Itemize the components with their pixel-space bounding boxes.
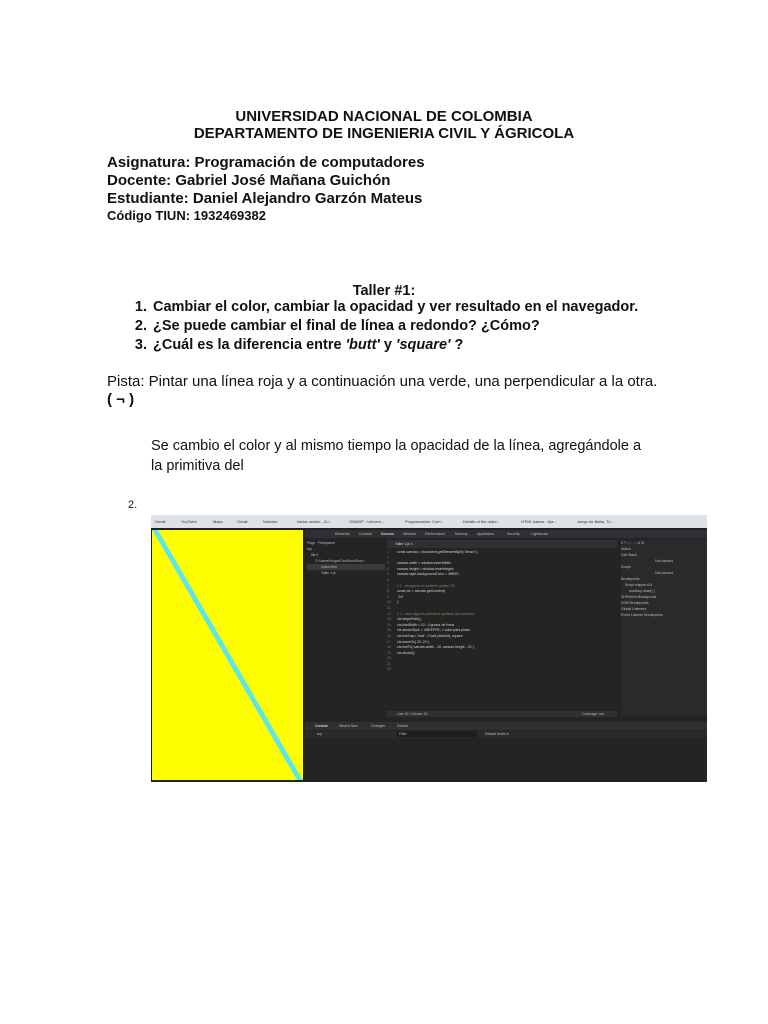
task-item: 1. Cambiar el color, cambiar la opacidad y ver resultado en el navegador. bbox=[151, 298, 751, 317]
cursor-position: Line 15, Column 15 bbox=[397, 712, 428, 716]
subject-label: Asignatura: bbox=[107, 154, 191, 171]
browser-screenshot bbox=[151, 515, 707, 782]
butt-term: 'butt' bbox=[345, 337, 380, 353]
devtools-panel bbox=[305, 530, 707, 782]
bookmark-item[interactable]: Noticias bbox=[263, 519, 278, 524]
student-label: Estudiante: bbox=[107, 190, 189, 207]
console-toolbar bbox=[305, 731, 707, 738]
bookmark-item[interactable]: HTML basics - Apr... bbox=[521, 519, 557, 524]
bookmark-item[interactable]: YouTube bbox=[181, 519, 197, 524]
panel-section[interactable]: Event Listener Breakpoints bbox=[621, 613, 663, 617]
task3-end: ? bbox=[450, 337, 464, 353]
task-item bbox=[151, 336, 751, 355]
console-filter-input[interactable]: Filter bbox=[397, 731, 477, 737]
bookmark-item[interactable]: Gmail bbox=[155, 519, 166, 524]
console-levels-select[interactable]: Default levels ▾ bbox=[485, 732, 509, 736]
hint-line-2: ( ¬ ) bbox=[107, 391, 135, 408]
devtools-tab[interactable]: Console bbox=[359, 532, 372, 536]
department-title: DEPARTAMENTO DE INGENIERIA CIVIL Y ÁGRICOLA bbox=[193, 125, 575, 142]
devtools-tab[interactable]: Elements bbox=[335, 532, 350, 536]
code-line: 21 bbox=[387, 661, 391, 666]
bookmark-item[interactable]: Juego de Batta, Tu... bbox=[577, 519, 614, 524]
panel-section[interactable]: XHR/fetch Breakpoints bbox=[621, 595, 657, 599]
debugger-sidebar bbox=[621, 540, 707, 716]
code-line: 6 bbox=[387, 577, 389, 582]
console-tab[interactable]: Changes bbox=[371, 724, 386, 728]
devtools-tab[interactable]: Memory bbox=[455, 532, 468, 536]
panel-section[interactable]: Watch bbox=[621, 547, 631, 551]
task3-text: ¿Cuál es la diferencia entre bbox=[153, 337, 346, 353]
breakpoint-code: ancillary draw() { bbox=[629, 589, 655, 593]
student-value: Daniel Alejandro Garzón Mateus bbox=[192, 190, 423, 207]
devtools-tab[interactable]: Performance bbox=[425, 532, 446, 536]
code-line: 13 ctx.beginPath(); bbox=[387, 617, 422, 622]
breakpoint-item[interactable]: Script snippet #11 bbox=[625, 583, 653, 587]
task-item: 2. ¿Se puede cambiar el final de línea a redondo? ¿Cómo? bbox=[151, 317, 751, 336]
code-line: 9 '2d' bbox=[387, 594, 404, 599]
subject-line bbox=[107, 154, 425, 171]
console-context[interactable]: top bbox=[317, 732, 322, 736]
subject-value: Programación de computadores bbox=[194, 154, 425, 171]
code-line: 7 // 1 - recuperar el contexto gráfico 2D bbox=[387, 583, 455, 588]
code-lines bbox=[387, 550, 617, 673]
debugger-toolbar: ‖ ↷ ↓ ↑ → ⊘ ⚙ bbox=[621, 541, 645, 545]
code-line: 8 const ctx = canvas.getContext( bbox=[387, 589, 445, 594]
bookmark-item[interactable]: Programación: Com... bbox=[405, 519, 444, 524]
code-line: 2 bbox=[387, 555, 389, 560]
answer-line-2: la primitiva del bbox=[151, 458, 244, 474]
code-line bbox=[107, 207, 266, 224]
editor-tab-strip bbox=[387, 540, 617, 548]
tree-item[interactable]: file:// bbox=[311, 553, 319, 557]
code-line: 17 ctx.moveTo( 20, 20 ); bbox=[387, 639, 430, 644]
panel-section[interactable]: Scope bbox=[621, 565, 631, 569]
teacher-value: Gabriel José Mañana Guichón bbox=[175, 172, 391, 189]
code-line: 15 ctx.strokeStyle = '#5EEFF8'; // color para pintar bbox=[387, 628, 471, 633]
teacher-line bbox=[107, 172, 390, 189]
code-editor[interactable] bbox=[387, 550, 617, 710]
hint-line-1: Pista: Pintar una línea roja y a continuación una verde, una perpendicular a la otra. bbox=[107, 373, 658, 390]
canvas-page bbox=[152, 530, 303, 780]
file-navigator bbox=[307, 540, 385, 710]
devtools-tab-bar bbox=[305, 530, 707, 538]
task-list bbox=[117, 298, 751, 355]
code-line: 3 canvas.width = window.innerWidth; bbox=[387, 561, 452, 566]
canvas-drawing bbox=[152, 530, 303, 780]
code-line: 5 canvas.style.backgroundColor = '#ffff00'; bbox=[387, 572, 460, 577]
answer-line-1: Se cambio el color y al mismo tiempo la opacidad de la línea, agregándole a bbox=[151, 438, 642, 454]
devtools-tab-active[interactable]: Sources bbox=[381, 532, 394, 536]
code-value: 1932469382 bbox=[193, 208, 266, 223]
student-line bbox=[107, 190, 422, 207]
panel-note: Not paused bbox=[655, 559, 673, 563]
devtools-tab[interactable]: Application bbox=[477, 532, 495, 536]
panel-section[interactable]: Global Listeners bbox=[621, 607, 647, 611]
task3-and: y bbox=[379, 337, 397, 353]
console-tab-active[interactable]: Console bbox=[315, 724, 328, 728]
console-tab[interactable]: Search bbox=[397, 724, 409, 728]
console-tab-bar bbox=[305, 722, 707, 730]
console-tab[interactable]: What's New bbox=[339, 724, 358, 728]
code-line: 1 const canvas = document.getElementById( 'lienzo' ); bbox=[387, 550, 479, 554]
bookmark-item[interactable]: Gmail bbox=[237, 519, 248, 524]
panel-section[interactable]: Breakpoints bbox=[621, 577, 640, 581]
editor-status-bar bbox=[387, 711, 617, 717]
taller-title: Taller #1: bbox=[352, 283, 416, 299]
bookmark-item[interactable]: OWASP - Univers... bbox=[349, 519, 385, 524]
code-line: 4 canvas.height = window.innerHeight; bbox=[387, 566, 454, 571]
panel-section[interactable]: DOM Breakpoints bbox=[621, 601, 649, 605]
code-line: 16 ctx.lineCap= 'butt' ; // butt (default), square bbox=[387, 633, 463, 638]
item-2-label: 2. bbox=[128, 499, 138, 511]
tree-item[interactable]: Taller 1.js bbox=[321, 571, 336, 575]
code-line: 18 ctx.lineTo( canvas.width - 20, canvas.height - 20 ); bbox=[387, 645, 475, 650]
tree-item[interactable]: top bbox=[307, 547, 312, 551]
devtools-tab[interactable]: Network bbox=[403, 532, 416, 536]
diagonal-line bbox=[154, 530, 301, 780]
university-title: UNIVERSIDAD NACIONAL DE COLOMBIA bbox=[235, 108, 533, 125]
code-line: 10 ); bbox=[387, 600, 400, 605]
bookmark-item[interactable]: Iniciar sesión - Zo... bbox=[297, 519, 332, 524]
code-line: 22 bbox=[387, 667, 391, 672]
panel-section[interactable]: Call Stack bbox=[621, 553, 637, 557]
coverage-label: Coverage: n/a bbox=[582, 712, 604, 716]
editor-tab[interactable]: Taller 1.js × bbox=[395, 542, 413, 546]
panel-note: Not paused bbox=[655, 571, 673, 575]
navigator-tabs: Page Filesystem bbox=[307, 541, 335, 545]
code-line: 20 bbox=[387, 656, 391, 661]
code-line: 12 // 2 - usar algunas primitivas gráficas del contexto bbox=[387, 611, 474, 616]
bookmark-item[interactable]: Maps bbox=[213, 519, 223, 524]
bookmark-item[interactable]: Details of the objec... bbox=[463, 519, 501, 524]
tree-item[interactable]: C:/Users/Hogar/OneDrive/Escri bbox=[315, 559, 364, 563]
browser-bookmarks-bar bbox=[151, 515, 707, 528]
devtools-tab[interactable]: Lighthouse bbox=[531, 532, 549, 536]
devtools-tab[interactable]: Security bbox=[507, 532, 520, 536]
tree-item[interactable]: index.html bbox=[307, 564, 385, 570]
code-line: 14 ctx.lineWidth = 10 ; // grosor de línea bbox=[387, 622, 454, 627]
square-term: 'square' bbox=[396, 337, 451, 353]
code-line: 19 ctx.stroke(); bbox=[387, 650, 416, 655]
code-line: 11 bbox=[387, 605, 391, 610]
teacher-label: Docente: bbox=[107, 172, 172, 189]
code-label: Código TIUN: bbox=[107, 208, 191, 223]
